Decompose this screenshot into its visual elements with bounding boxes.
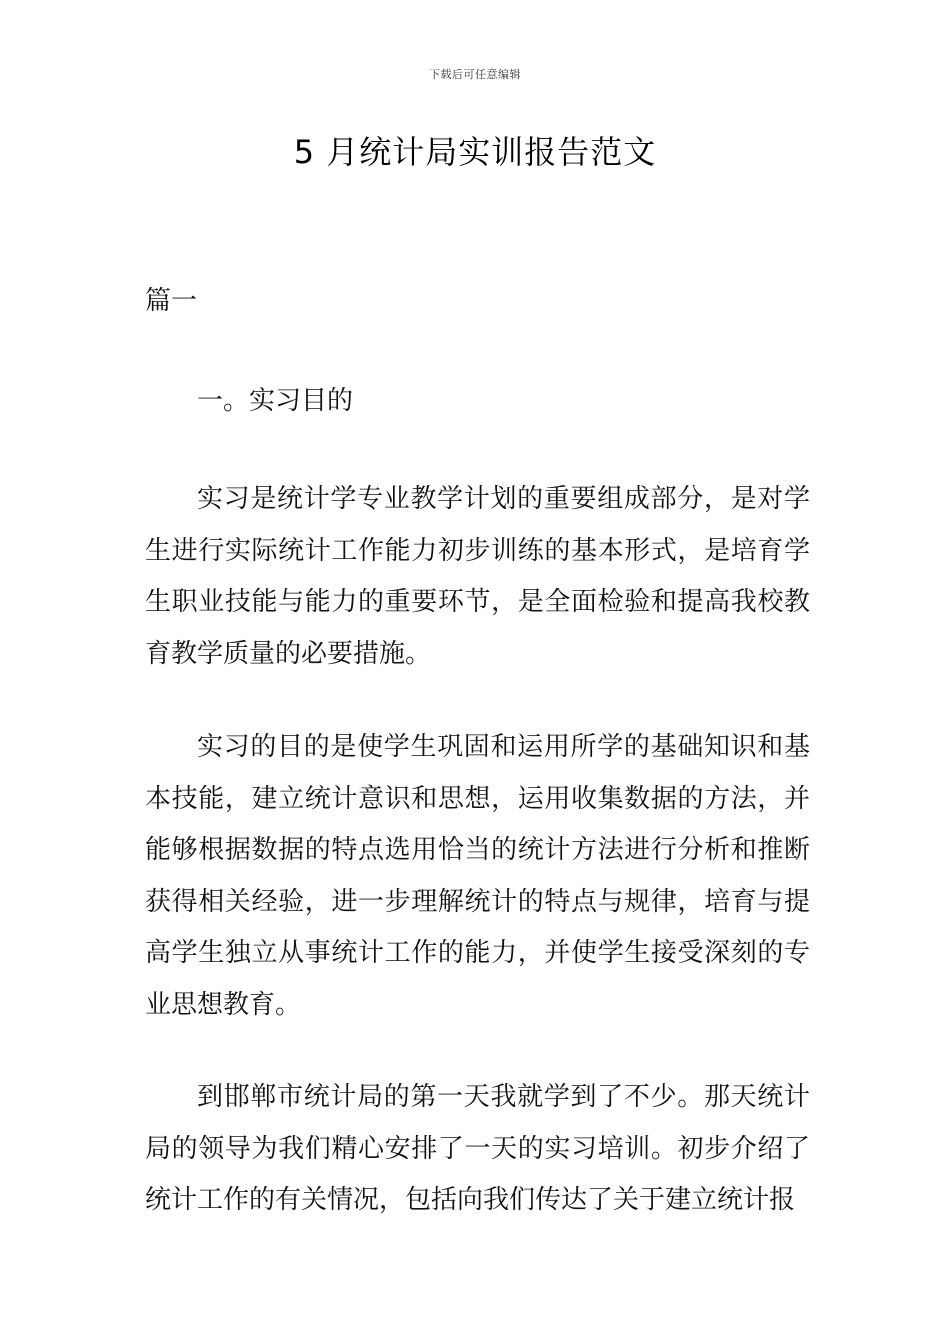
paragraph-1: 实习是统计学专业教学计划的重要组成部分，是对学生进行实际统计工作能力初步训练的基本形式，是培育学生职业技能与能力的重要环节，是全面检验和提高我校教育教学质量的必要措施。 bbox=[145, 484, 810, 669]
section-heading: 一。实习目的 bbox=[197, 386, 354, 416]
paragraph-3: 到邯郸市统计局的第一天我就学到了不少。那天统计局的领导为我们精心安排了一天的实习培训。初步介绍了统计工作的有关情况，包括向我们传达了关于建立统计报 bbox=[145, 1082, 810, 1215]
header-note: 下载后可任意编辑 bbox=[429, 68, 521, 81]
document-title: 5 月统计局实训报告范文 bbox=[293, 133, 657, 171]
paragraph-2: 实习的目的是使学生巩固和运用所学的基础知识和基本技能，建立统计意识和思想，运用收集数据的方法，并能够根据数据的特点选用恰当的统计方法进行分析和推断获得相关经验，进一步理解统计的特点与规律，培育与提高学生独立从事统计工作的能力，并使学生接受深刻的专业思想教育。 bbox=[145, 732, 810, 1020]
section-label: 篇一 bbox=[145, 286, 198, 316]
